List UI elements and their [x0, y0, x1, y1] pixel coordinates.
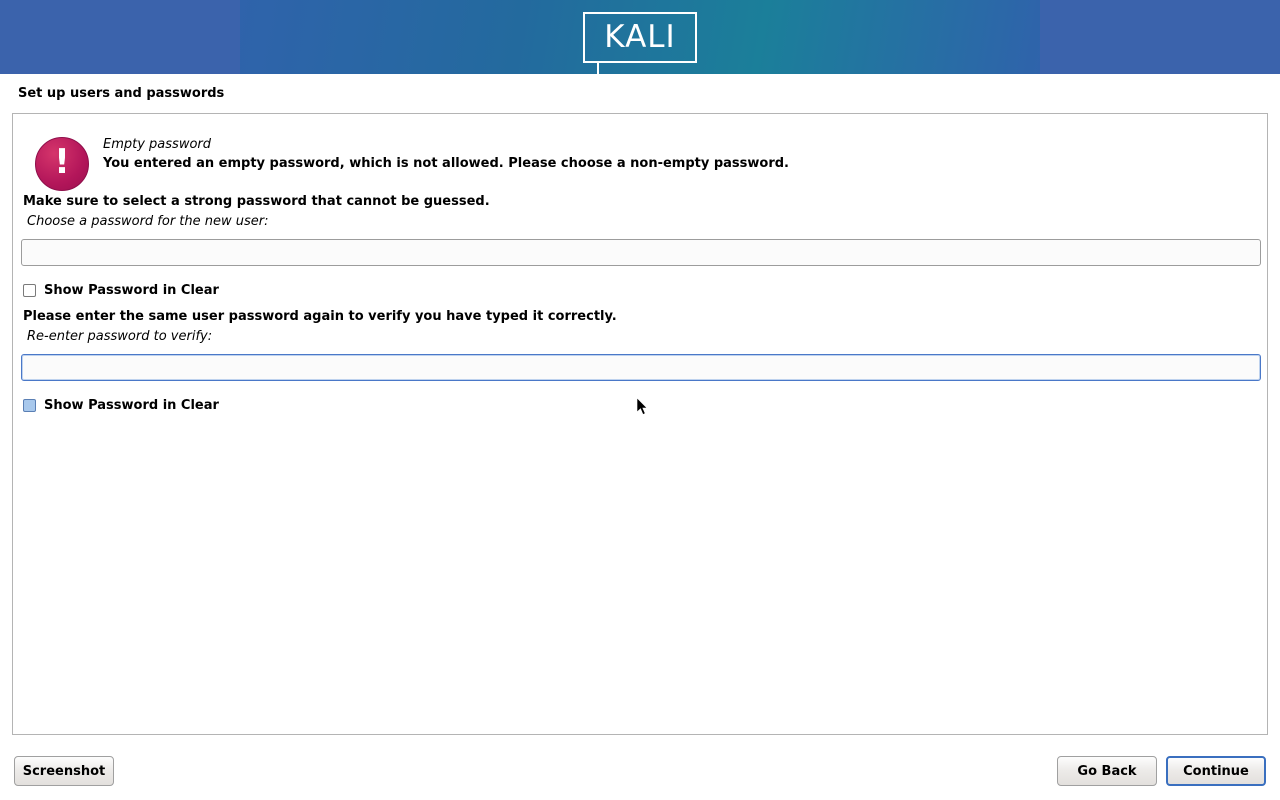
show-password-2-checkbox[interactable] — [23, 399, 36, 412]
error-title: Empty password — [103, 137, 211, 152]
kali-banner — [0, 0, 1280, 74]
password-label: Choose a password for the new user: — [27, 214, 269, 229]
show-password-1-checkbox[interactable] — [23, 284, 36, 297]
password-advice: Make sure to select a strong password that cannot be guessed. — [23, 194, 490, 209]
verify-instruction: Please enter the same user password again to verify you have typed it correctly. — [23, 309, 617, 324]
show-password-1-row[interactable] — [23, 283, 219, 298]
continue-button[interactable]: Continue — [1166, 756, 1266, 786]
error-exclamation-icon — [35, 137, 89, 191]
installer-content-frame — [12, 113, 1268, 735]
verify-password-input[interactable] — [21, 354, 1261, 381]
show-password-2-label: Show Password in Clear — [44, 398, 219, 413]
kali-logo-text: KALI — [604, 19, 676, 55]
show-password-2-row[interactable] — [23, 398, 219, 413]
screenshot-button[interactable]: Screenshot — [14, 756, 114, 786]
error-message: You entered an empty password, which is not allowed. Please choose a non-empty password. — [103, 156, 789, 171]
password-input[interactable] — [21, 239, 1261, 266]
show-password-1-label: Show Password in Clear — [44, 283, 219, 298]
verify-label: Re-enter password to verify: — [27, 329, 213, 344]
kali-logo-tick — [597, 63, 599, 74]
page-title: Set up users and passwords — [18, 86, 225, 101]
error-exclamation-glyph: ! — [54, 142, 70, 182]
kali-logo — [583, 12, 697, 63]
go-back-button[interactable]: Go Back — [1057, 756, 1157, 786]
